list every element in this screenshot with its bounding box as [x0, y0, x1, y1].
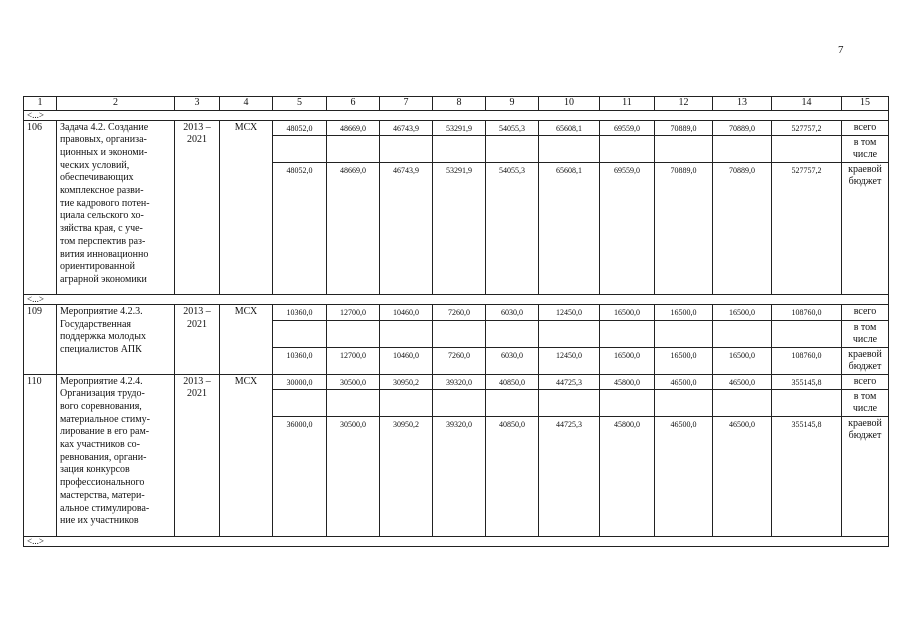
value-total: 30950,2 — [380, 374, 433, 390]
column-number-row — [24, 97, 889, 111]
row-title-line: ориентированной — [60, 261, 135, 273]
ellipsis-marker: <...> — [24, 110, 889, 120]
value-regional: 70889,0 — [713, 163, 772, 295]
value-regional: 16500,0 — [655, 347, 713, 374]
row-title-line: обеспечивающих — [60, 172, 134, 184]
value-empty — [327, 320, 380, 347]
value-total: 12700,0 — [327, 305, 380, 321]
value-regional: 48052,0 — [273, 163, 327, 295]
budget-table — [23, 96, 889, 547]
value-empty — [327, 136, 380, 163]
value-total: 44725,3 — [539, 374, 600, 390]
value-regional: 30500,0 — [327, 417, 380, 537]
page-number: 7 — [838, 44, 844, 56]
value-empty — [772, 320, 842, 347]
value-empty — [273, 320, 327, 347]
row-title-line: специалистов АПК — [60, 344, 142, 356]
row-title-line: профессионального — [60, 477, 145, 489]
value-empty — [433, 320, 486, 347]
value-empty — [713, 320, 772, 347]
label-including: в том числе — [842, 320, 889, 347]
row-org: МСХ — [220, 120, 273, 295]
value-empty — [600, 136, 655, 163]
col-header: 7 — [380, 97, 433, 111]
value-total: 355145,8 — [772, 374, 842, 390]
row-title-line: зация конкурсов — [60, 464, 130, 476]
row-title — [57, 120, 175, 295]
col-header: 13 — [713, 97, 772, 111]
value-empty — [655, 136, 713, 163]
row-title-line: Организация трудо- — [60, 388, 145, 400]
col-header: 4 — [220, 97, 273, 111]
value-total: 12450,0 — [539, 305, 600, 321]
row-org: МСХ — [220, 305, 273, 375]
col-header: 11 — [600, 97, 655, 111]
value-regional: 39320,0 — [433, 417, 486, 537]
row-title-line: поддержка молодых — [60, 331, 146, 343]
row-years: 2013 – 2021 — [175, 374, 220, 537]
col-header: 2 — [57, 97, 175, 111]
value-empty — [539, 320, 600, 347]
row-title-line: ревнования, органи- — [60, 451, 147, 463]
col-header: 5 — [273, 97, 327, 111]
value-empty — [713, 390, 772, 417]
row-title-line: Мероприятие 4.2.3. — [60, 306, 143, 317]
value-regional: 54055,3 — [486, 163, 539, 295]
value-regional: 12700,0 — [327, 347, 380, 374]
col-header: 3 — [175, 97, 220, 111]
value-total: 65608,1 — [539, 120, 600, 136]
row-years: 2013 – 2021 — [175, 305, 220, 375]
value-regional: 69559,0 — [600, 163, 655, 295]
value-regional: 46500,0 — [713, 417, 772, 537]
value-total: 6030,0 — [486, 305, 539, 321]
table-row — [24, 120, 889, 136]
col-header: 10 — [539, 97, 600, 111]
label-including: в том числе — [842, 390, 889, 417]
label-regional: краевой бюджет — [842, 163, 889, 295]
value-regional: 48669,0 — [327, 163, 380, 295]
value-regional: 108760,0 — [772, 347, 842, 374]
value-regional: 70889,0 — [655, 163, 713, 295]
row-years: 2013 – 2021 — [175, 120, 220, 295]
value-regional: 10360,0 — [273, 347, 327, 374]
row-title-line: Государственная — [60, 318, 132, 330]
value-empty — [486, 320, 539, 347]
value-regional: 46743,9 — [380, 163, 433, 295]
value-total: 527757,2 — [772, 120, 842, 136]
value-regional: 65608,1 — [539, 163, 600, 295]
value-total: 48669,0 — [327, 120, 380, 136]
value-empty — [600, 390, 655, 417]
label-total: всего — [842, 374, 889, 390]
value-empty — [433, 136, 486, 163]
value-total: 48052,0 — [273, 120, 327, 136]
row-title-line: Задача 4.2. Создание — [60, 121, 149, 133]
ellipsis-row — [24, 295, 889, 305]
row-title-line: циала сельского хо- — [60, 210, 144, 222]
value-empty — [486, 136, 539, 163]
row-title-line: том перспектив раз- — [60, 235, 146, 247]
value-total: 30500,0 — [327, 374, 380, 390]
value-empty — [380, 136, 433, 163]
col-header: 9 — [486, 97, 539, 111]
row-title — [57, 374, 175, 537]
value-empty — [539, 136, 600, 163]
value-total: 7260,0 — [433, 305, 486, 321]
value-total: 53291,9 — [433, 120, 486, 136]
value-total: 16500,0 — [713, 305, 772, 321]
row-title-line: Мероприятие 4.2.4. — [60, 375, 143, 387]
value-empty — [539, 390, 600, 417]
value-empty — [433, 390, 486, 417]
value-empty — [655, 390, 713, 417]
value-total: 40850,0 — [486, 374, 539, 390]
value-empty — [600, 320, 655, 347]
label-including: в том числе — [842, 136, 889, 163]
row-title-line: вития инновационно — [60, 248, 149, 260]
label-total: всего — [842, 305, 889, 321]
value-total: 10460,0 — [380, 305, 433, 321]
value-empty — [380, 390, 433, 417]
col-header: 15 — [842, 97, 889, 111]
col-header: 6 — [327, 97, 380, 111]
row-title-line: ках участников со- — [60, 439, 140, 451]
value-total: 46743,9 — [380, 120, 433, 136]
row-title-line: тие кадрового потен- — [60, 197, 150, 209]
value-regional: 36000,0 — [273, 417, 327, 537]
value-total: 108760,0 — [772, 305, 842, 321]
label-regional: краевой бюджет — [842, 417, 889, 537]
label-regional: краевой бюджет — [842, 347, 889, 374]
value-regional: 16500,0 — [713, 347, 772, 374]
ellipsis-row — [24, 110, 889, 120]
value-regional: 44725,3 — [539, 417, 600, 537]
value-empty — [273, 390, 327, 417]
value-total: 30000,0 — [273, 374, 327, 390]
value-regional: 40850,0 — [486, 417, 539, 537]
value-regional: 53291,9 — [433, 163, 486, 295]
row-title-line: комплексное разви- — [60, 185, 144, 197]
row-title-line: зяйства края, с уче- — [60, 223, 143, 235]
value-empty — [273, 136, 327, 163]
value-regional: 16500,0 — [600, 347, 655, 374]
row-title-line: аграрной экономики — [60, 273, 147, 285]
row-number: 110 — [24, 374, 57, 537]
row-org: МСХ — [220, 374, 273, 537]
value-total: 45800,0 — [600, 374, 655, 390]
value-empty — [327, 390, 380, 417]
value-total: 46500,0 — [713, 374, 772, 390]
value-empty — [380, 320, 433, 347]
value-regional: 527757,2 — [772, 163, 842, 295]
row-title-line: лирование в его рам- — [60, 426, 150, 438]
value-total: 16500,0 — [600, 305, 655, 321]
value-empty — [655, 320, 713, 347]
col-header: 8 — [433, 97, 486, 111]
row-title-line: альное стимулирова- — [60, 502, 150, 514]
value-regional: 30950,2 — [380, 417, 433, 537]
value-regional: 355145,8 — [772, 417, 842, 537]
col-header: 14 — [772, 97, 842, 111]
value-empty — [772, 390, 842, 417]
value-total: 16500,0 — [655, 305, 713, 321]
row-title-line: материальное стиму- — [60, 413, 150, 425]
value-empty — [772, 136, 842, 163]
col-header: 1 — [24, 97, 57, 111]
row-number: 106 — [24, 120, 57, 295]
value-regional: 45800,0 — [600, 417, 655, 537]
row-title-line: мастерства, матери- — [60, 489, 145, 501]
value-regional: 46500,0 — [655, 417, 713, 537]
value-total: 70889,0 — [713, 120, 772, 136]
value-empty — [486, 390, 539, 417]
value-regional: 7260,0 — [433, 347, 486, 374]
value-total: 10360,0 — [273, 305, 327, 321]
value-total: 46500,0 — [655, 374, 713, 390]
value-total: 39320,0 — [433, 374, 486, 390]
row-number: 109 — [24, 305, 57, 375]
value-regional: 6030,0 — [486, 347, 539, 374]
value-total: 69559,0 — [600, 120, 655, 136]
row-title-line: ческих условий, — [60, 159, 130, 171]
table-row — [24, 305, 889, 321]
ellipsis-marker: <...> — [24, 295, 889, 305]
value-empty — [713, 136, 772, 163]
row-title — [57, 305, 175, 375]
col-header: 12 — [655, 97, 713, 111]
value-total: 54055,3 — [486, 120, 539, 136]
ellipsis-row — [24, 537, 889, 547]
value-regional: 12450,0 — [539, 347, 600, 374]
row-title-line: ционных и экономи- — [60, 146, 148, 158]
row-title-line: вого соревнования, — [60, 400, 142, 412]
label-total: всего — [842, 120, 889, 136]
value-total: 70889,0 — [655, 120, 713, 136]
value-regional: 10460,0 — [380, 347, 433, 374]
table-row — [24, 374, 889, 390]
ellipsis-marker: <...> — [24, 537, 889, 547]
row-title-line: ние их участников — [60, 515, 139, 527]
row-title-line: правовых, организа- — [60, 134, 147, 146]
